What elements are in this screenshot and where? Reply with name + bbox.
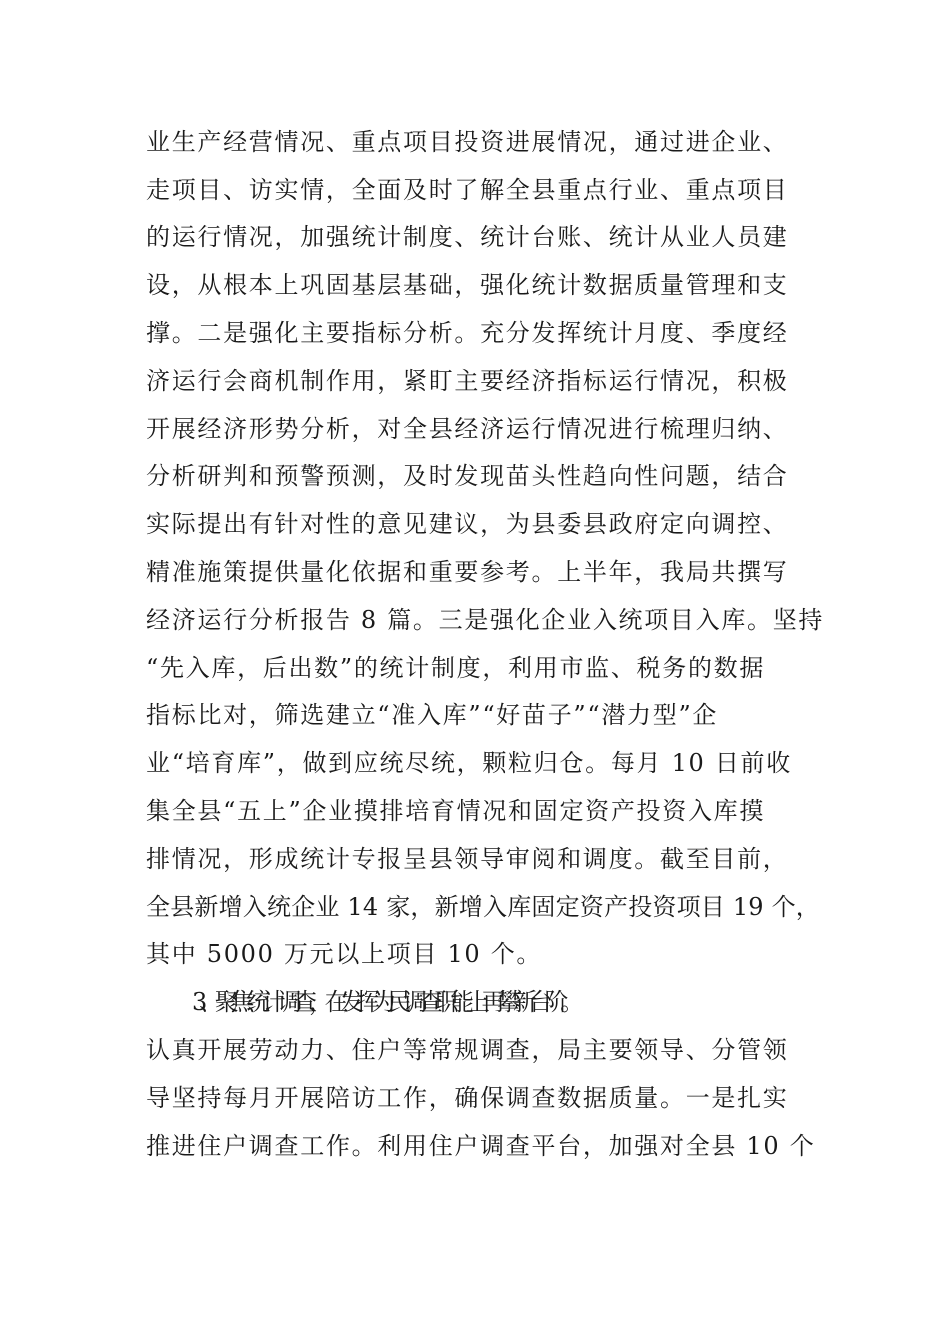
text-line-4: 设，从根本上巩固基层基础，强化统计数据质量管理和支 — [146, 271, 789, 299]
text-line-6: 济运行会商机制作用，紧盯主要经济指标运行情况，积极 — [146, 367, 789, 395]
text-line-13: 指标比对，筛选建立“准入库”“好苗子”“潜力型”企 — [146, 701, 719, 729]
text-line-14: 业“培育库”，做到应统尽统，颗粒归仓。每月 10 日前收 — [146, 749, 792, 777]
text-line-8: 分析研判和预警预测，及时发现苗头性趋向性问题，结合 — [146, 462, 789, 490]
text-line-15: 集全县“五上”企业摸排培育情况和固定资产投资入库摸 — [146, 797, 766, 825]
text-line-17: 全县新增入统企业 14 家，新增入库固定资产投资项目 19 个， — [146, 893, 820, 921]
text-line-10: 精准施策提供量化依据和重要参考。上半年，我局共撰写 — [146, 558, 789, 586]
text-line-20: 认真开展劳动力、住户等常规调查，局主要领导、分管领 — [146, 1036, 789, 1064]
text-line-7: 开展经济形势分析，对全县经济运行情况进行梳理归纳、 — [146, 415, 789, 443]
text-line-5: 撑。二是强化主要指标分析。充分发挥统计月度、季度经 — [146, 319, 789, 347]
text-line-21: 导坚持每月开展陪访工作，确保调查数据质量。一是扎实 — [146, 1084, 789, 1112]
text-line-11: 经济运行分析报告 8 篇。三是强化企业入统项目入库。坚持 — [146, 606, 825, 634]
text-line-9: 实际提出有针对性的意见建议，为县委县政府定向调控、 — [146, 510, 789, 538]
text-line-18: 其中 5000 万元以上项目 10 个。 — [146, 940, 543, 968]
text-line-3: 的运行情况，加强统计制度、统计台账、统计从业人员建 — [146, 223, 789, 251]
text-line-12: “先入库，后出数”的统计制度，利用市监、税务的数据 — [146, 654, 766, 682]
text-line-1: 业生产经营情况、重点项目投资进展情况，通过进企业、 — [146, 128, 789, 156]
text-line-2: 走项目、访实情，全面及时了解全县重点行业、重点项目 — [146, 176, 789, 204]
text-line-16: 排情况，形成统计专报呈县领导审阅和调度。截至目前， — [146, 845, 789, 873]
text-line-22: 推进住户调查工作。利用住户调查平台，加强对全县 10 个 — [146, 1132, 816, 1160]
section-heading-3: 3、聚焦统计调查，在发挥为民调查职能上再攀新台阶。 — [192, 988, 576, 1016]
